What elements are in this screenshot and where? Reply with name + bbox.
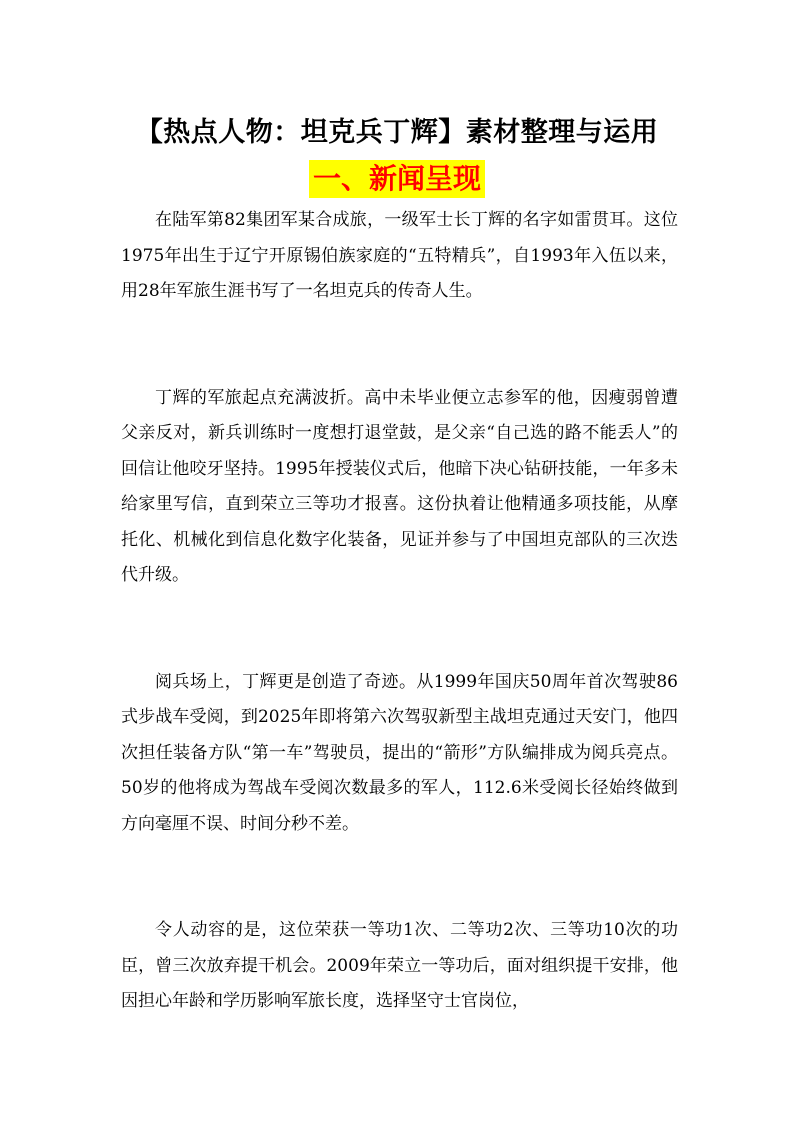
paragraph-1: 在陆军第82集团军某合成旅，一级军士长丁辉的名字如雷贯耳。这位1975年出生于辽宁开原锡伯族家庭的“五特精兵”，自1993年入伍以来，用28年军旅生涯书写了一名坦克兵的传奇人生。 [121,210,678,301]
section-heading: 一、新闻呈现 [309,160,485,198]
paragraph-3: 阅兵场上，丁辉更是创造了奇迹。从1999年国庆50周年首次驾驶86式步战车受阅，到2025年即将第六次驾驭新型主战坦克通过天安门，他四次担任装备方队“第一车”驾驶员，提出的“箭形”方队编排成为阅兵亮点。50岁的他将成为驾战车受阅次数最多的军人，112.6米受阅长径始终做到方向毫厘不误、时间分秒不差。 [121,671,678,834]
section-heading-wrapper [0,160,794,198]
paragraph-gap [121,594,678,665]
article-body [121,203,678,1020]
paragraph-gap [121,842,678,913]
paragraph-2: 丁辉的军旅起点充满波折。高中未毕业便立志参军的他，因瘦弱曾遭父亲反对，新兵训练时一度想打退堂鼓，是父亲“自己选的路不能丢人”的回信让他咬牙坚持。1995年授装仪式后，他暗下决心钻研技能，一年多未给家里写信，直到荣立三等功才报喜。这份执着让他精通多项技能，从摩托化、机械化到信息化数字化装备，见证并参与了中国坦克部队的三次迭代升级。 [121,387,678,585]
document-title: 【热点人物：坦克兵丁辉】素材整理与运用 [135,117,659,148]
paragraph-4: 令人动容的是，这位荣获一等功1次、二等功2次、三等功10次的功臣，曾三次放弃提干机会。2009年荣立一等功后，面对组织提干安排，他因担心年龄和学历影响军旅长度，选择坚守士官岗位， [121,920,678,1011]
paragraph-gap [121,310,678,381]
